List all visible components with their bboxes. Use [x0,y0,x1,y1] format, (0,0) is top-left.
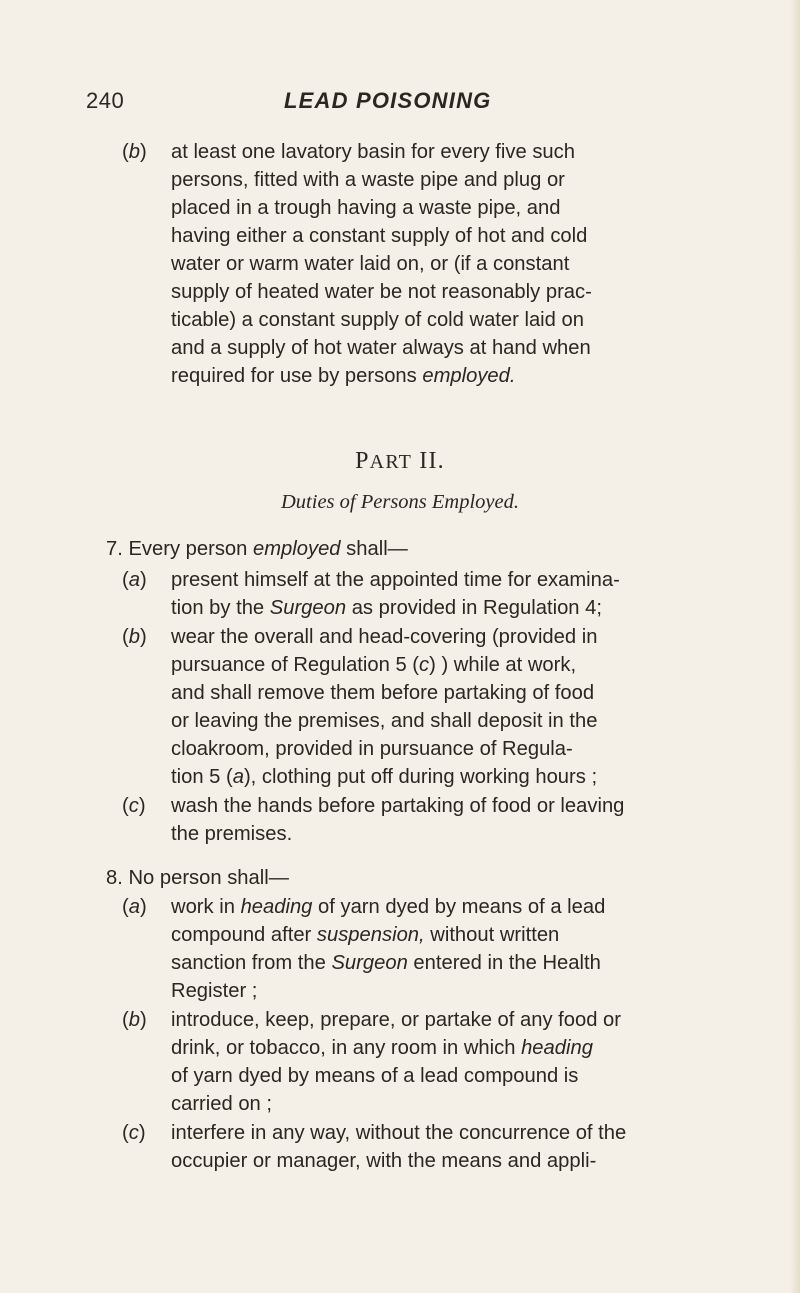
text-line: wear the overall and head-covering (provided in [171,626,598,648]
text-line: at least one lavatory basin for every five such [171,141,575,163]
text-line: cloakroom, provided in pursuance of Regula- [171,738,573,760]
text-line: and shall remove them before partaking of food [171,682,595,704]
item-label: (a) [122,896,147,918]
text-line: wash the hands before partaking of food or leaving [171,795,625,817]
text-line: introduce, keep, prepare, or partake of any food or [171,1009,622,1031]
item-label: (c) [122,1122,146,1144]
text-line: the premises. [171,823,293,845]
running-title: LEAD POISONING [284,88,492,113]
italic-term: heading [240,896,313,918]
text-run: as provided in Regulation 4; [346,597,602,619]
text-run: ) ) while at work, [429,654,577,676]
text-line: having either a constant supply of hot and cold [171,225,588,247]
part-heading [0,448,800,475]
part-heading-initial: P [355,448,370,474]
text-run: of yarn dyed by means of a lead [312,896,606,918]
item-label-letter: b [128,626,140,648]
text-run: 7. Every person [106,538,253,560]
italic-term: Surgeon [269,597,347,619]
text-run: pursuance of Regulation 5 ( [171,654,420,676]
italic-term: c [419,654,430,676]
text-run: work in [171,896,241,918]
item-label-letter: b [128,141,140,163]
item-label: (b) [122,626,147,648]
text-line [171,1034,593,1062]
part-heading-number: II. [412,448,445,474]
item-label-letter: b [128,1009,140,1031]
section-subtitle: Duties of Persons Employed. [281,491,519,513]
text-line: occupier or manager, with the means and appli- [171,1150,597,1172]
italic-term: heading [521,1037,593,1059]
page-number: 240 [86,88,125,113]
item-label: (c) [122,795,146,817]
page-edge-shadow [790,0,800,1293]
text-line: carried on ; [171,1093,272,1115]
running-header [86,88,746,118]
text-run: ), clothing put off during working hours ; [243,766,598,788]
text-line: or leaving the premises, and shall deposit in the [171,710,598,732]
text-line [171,651,576,679]
regulation-lead: 8. No person shall— [106,867,289,889]
part-heading-smallcaps: ART [369,451,413,473]
item-label-letter: a [128,569,140,591]
text-run: drink, or tobacco, in any room in which [171,1037,522,1059]
text-run: tion by the [171,597,270,619]
text-line: water or warm water laid on, or (if a constant [171,253,570,275]
text-run: compound after [171,924,317,946]
text-line [171,362,516,390]
text-run: without written [424,924,560,946]
text-line: of yarn dyed by means of a lead compound is [171,1065,579,1087]
text-run: entered in the Health [407,952,601,974]
text-line [171,594,602,622]
text-line: Register ; [171,980,258,1002]
italic-term: suspension, [316,924,425,946]
text-run: tion 5 ( [171,766,233,788]
text-line [171,949,601,977]
italic-term: employed. [422,365,516,387]
text-line [171,921,559,949]
text-line: present himself at the appointed time for examina- [171,569,620,591]
text-run: shall— [340,538,408,560]
text-run: sanction from the [171,952,332,974]
item-label: (b) [122,1009,147,1031]
item-label-letter: c [128,795,139,817]
italic-term: employed [253,538,341,560]
item-label: (a) [122,569,147,591]
text-line: interfere in any way, without the concurrence of the [171,1122,627,1144]
text-line [171,763,597,791]
item-label-letter: a [128,896,140,918]
text-line: ticable) a constant supply of cold water laid on [171,309,584,331]
text-line [171,893,605,921]
italic-term: Surgeon [331,952,408,974]
text-line: placed in a trough having a waste pipe, and [171,197,561,219]
text-run: required for use by persons [171,365,423,387]
italic-term: a [232,766,244,788]
text-line: and a supply of hot water always at hand when [171,337,591,359]
item-label-letter: c [128,1122,139,1144]
text-line: supply of heated water be not reasonably prac- [171,281,592,303]
text-line: persons, fitted with a waste pipe and plug or [171,169,565,191]
regulation-lead [106,535,408,563]
item-label: (b) [122,141,147,163]
